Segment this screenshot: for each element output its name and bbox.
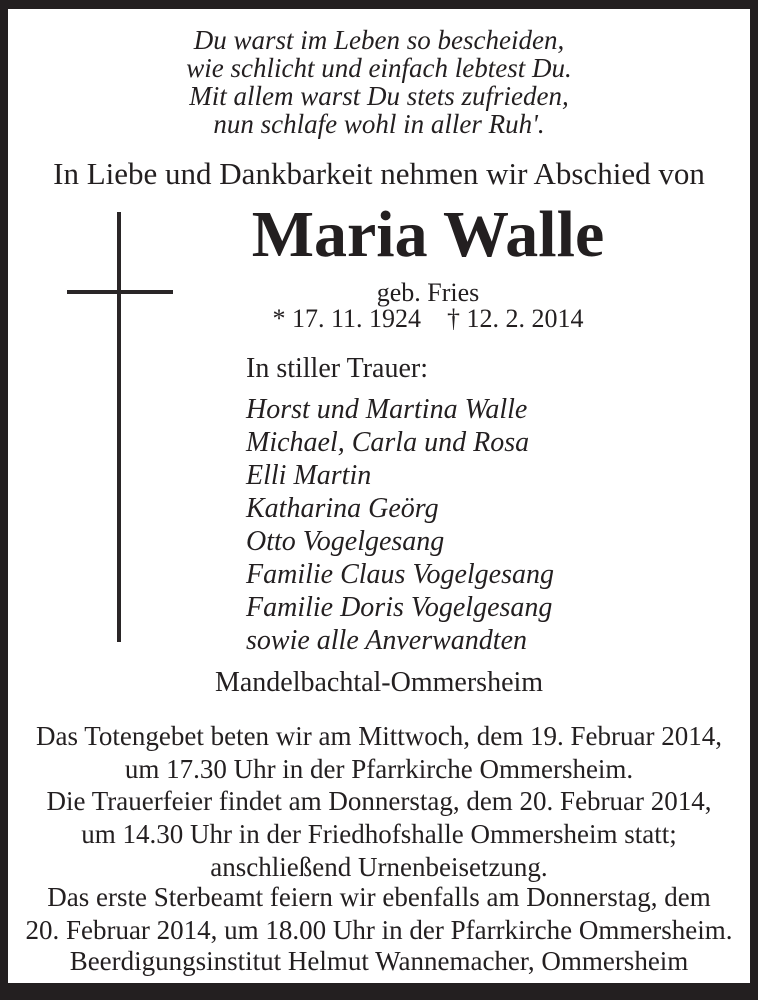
announcement-line: um 17.30 Uhr in der Pfarrkirche Ommersheim. — [124, 754, 634, 784]
mourner-line: Horst und Martina Walle — [246, 394, 528, 425]
announcement-line: anschließend Urnenbeisetzung. — [210, 852, 548, 882]
epigraph-line: Mit allem warst Du stets zufrieden, — [189, 81, 569, 111]
announcement-line: Das erste Sterbeamt feiern wir ebenfalls am Donnerstag, dem — [47, 882, 711, 912]
birth-date: * 17. 11. 1924 — [272, 304, 422, 333]
mourner-line: Michael, Carla und Rosa — [246, 427, 530, 458]
announcement-line: Das Totengebet beten wir am Mittwoch, dem 19. Februar 2014, — [36, 721, 722, 751]
deceased-block — [107, 198, 749, 341]
deceased-name: Maria Walle — [251, 198, 605, 271]
funeral-home-line: Beerdigungsinstitut Helmut Wannemacher, Ommersheim — [69, 946, 689, 976]
city-line: Mandelbachtal-Ommersheim — [214, 667, 544, 698]
death-date: † 12. 2. 2014 — [447, 304, 584, 333]
obituary-paper — [8, 9, 750, 983]
epigraph-poem — [8, 26, 750, 138]
mourner-line: Elli Martin — [246, 460, 372, 491]
mourner-line: Familie Doris Vogelgesang — [246, 592, 553, 623]
mourner-line: Katharina Geörg — [246, 493, 439, 524]
announcement-line: Die Trauerfeier findet am Donnerstag, dem 20. Februar 2014, — [46, 786, 712, 816]
mourners-list — [246, 393, 554, 657]
announcement-trauerfeier — [8, 785, 750, 884]
mourner-line: Familie Claus Vogelgesang — [246, 559, 554, 590]
epigraph-line: wie schlicht und einfach lebtest Du. — [186, 53, 572, 83]
mourner-line: sowie alle Anverwandten — [246, 625, 527, 656]
announcement-line: um 14.30 Uhr in der Friedhofshalle Ommersheim statt; — [81, 819, 677, 849]
mourning-heading: In stiller Trauer: — [246, 353, 428, 384]
epigraph-line: nun schlafe wohl in aller Ruh'. — [213, 109, 545, 139]
maiden-name: geb. Fries — [376, 278, 480, 307]
announcement-totengebet — [8, 720, 750, 786]
mourner-line: Otto Vogelgesang — [246, 526, 445, 557]
announcement-line: 20. Februar 2014, um 18.00 Uhr in der Pfarrkirche Ommersheim. — [25, 915, 733, 945]
epigraph-line: Du warst im Leben so bescheiden, — [193, 25, 565, 55]
life-dates — [107, 305, 749, 333]
farewell-line: In Liebe und Dankbarkeit nehmen wir Abschied von — [53, 156, 705, 191]
announcement-sterbeamt — [8, 881, 750, 947]
